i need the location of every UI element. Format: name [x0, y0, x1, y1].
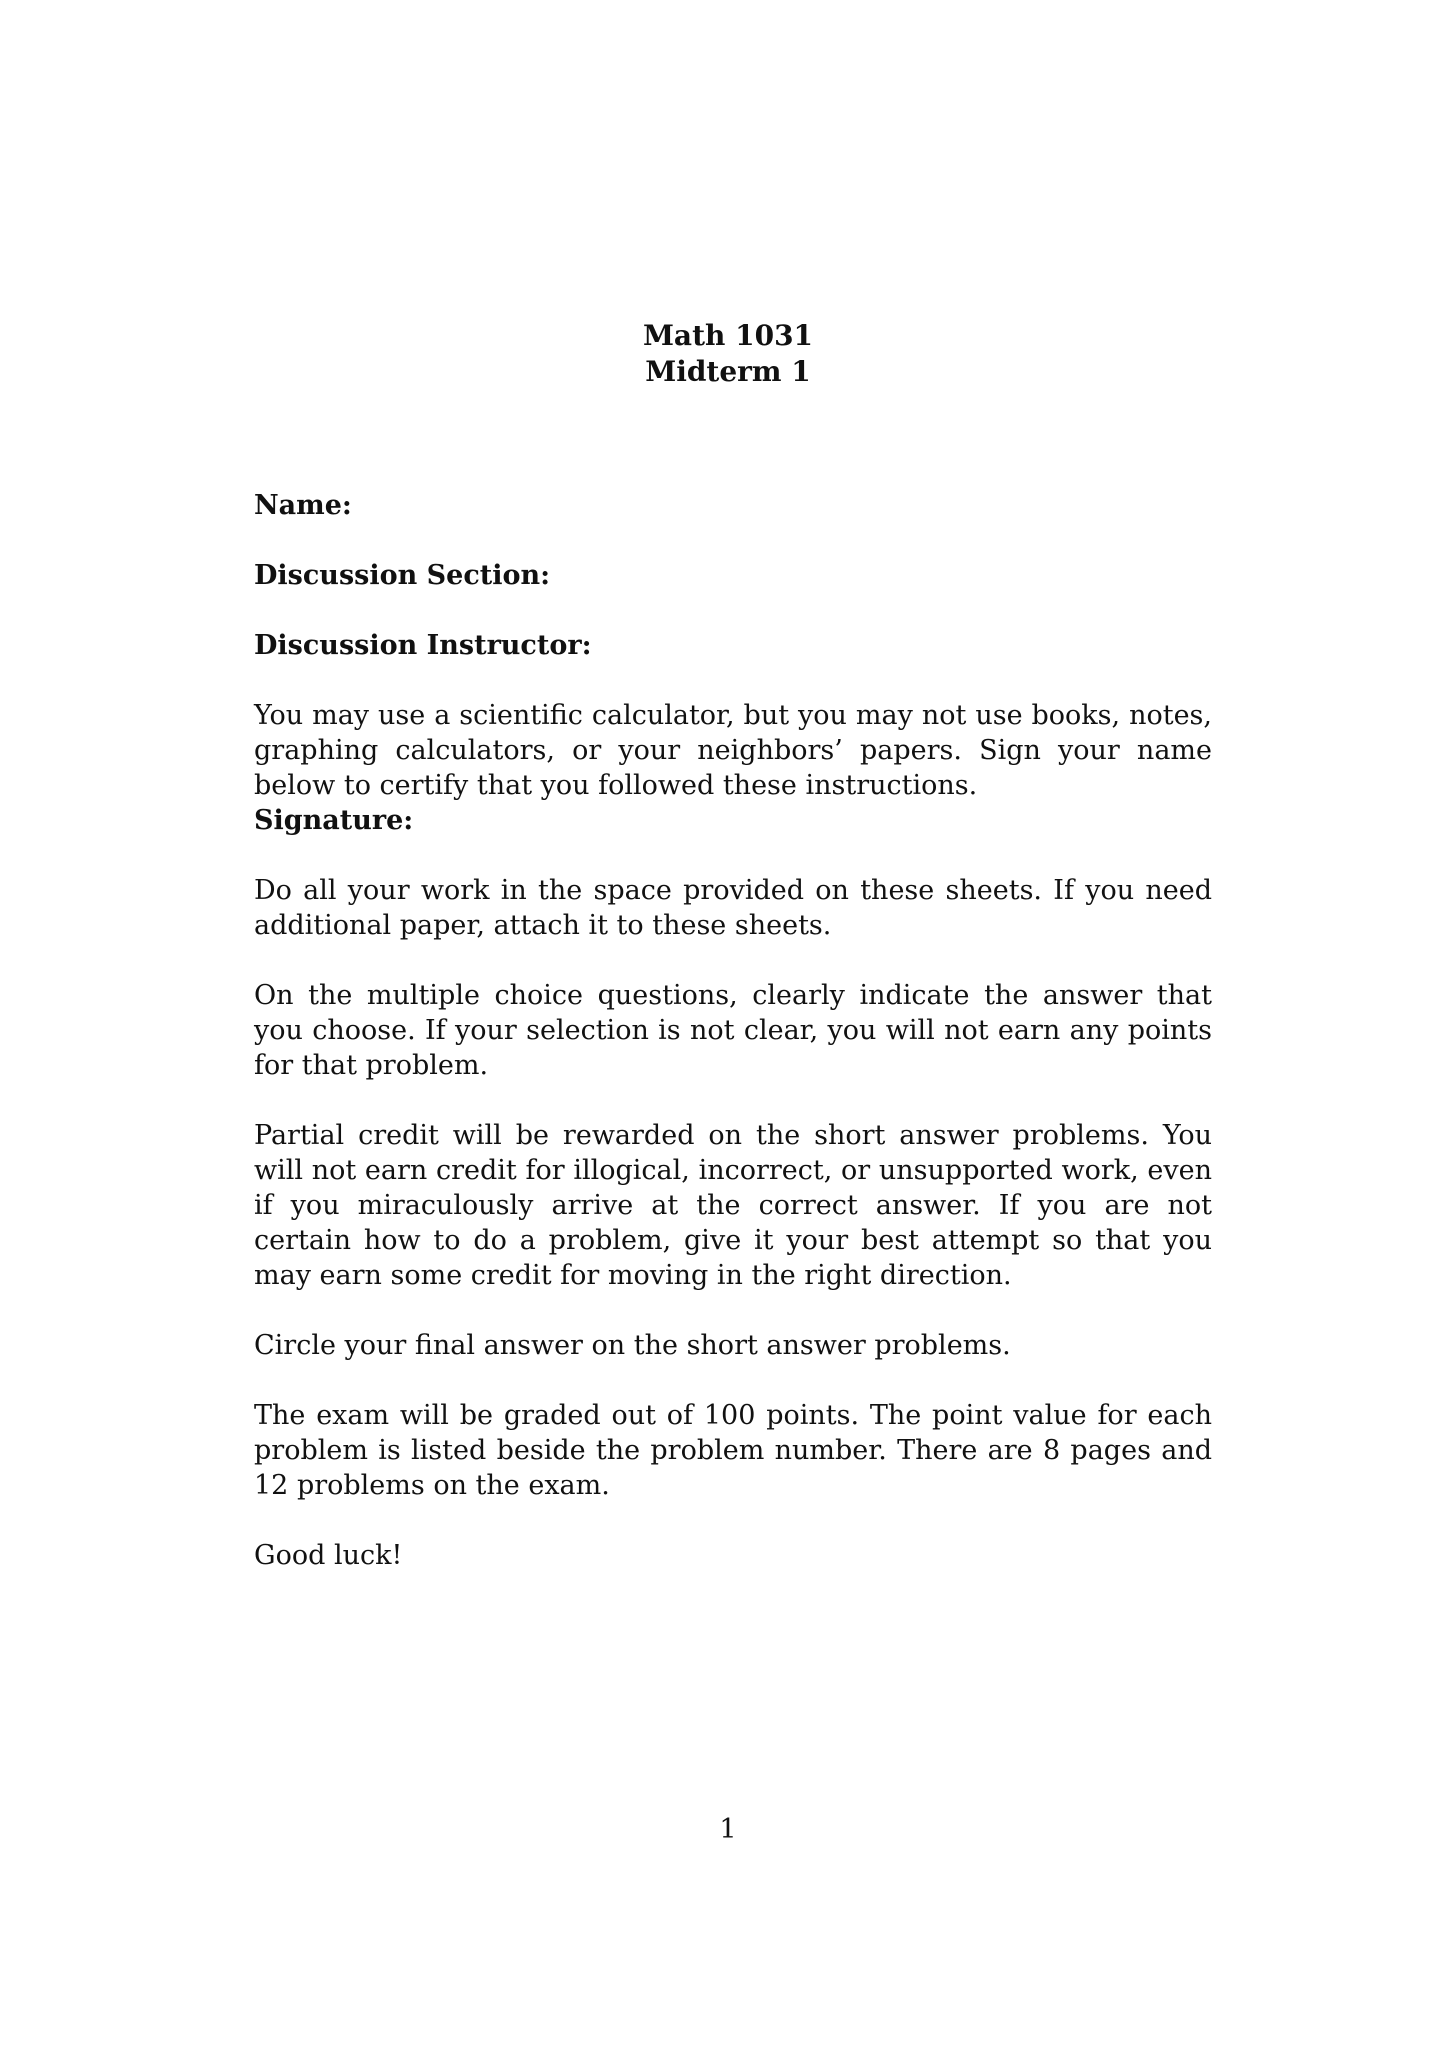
partial-credit-instructions: Partial credit will be rewarded on the short answer problems. You will not earn credit for illogical, incorrect, or unsupported work, even if you miraculously arrive at the correct answer. If you are not certain how to do a problem, give it your best attempt so that you may earn some credit for moving in the right direction. [254, 1120, 1212, 1291]
closing-text: Good luck! [254, 1540, 403, 1571]
calculator-instructions: You may use a scientific calculator, but you may not use books, notes, graphing calculators, or your neighbors’ papers. Sign your name below to certify that you followed these instructions. [254, 700, 1212, 801]
exam-instructions [254, 488, 1212, 1608]
work-space-instructions: Do all your work in the space provided on these sheets. If you need additional paper, attach it to these sheets. [254, 875, 1212, 941]
exam-title: Midterm 1 [645, 355, 811, 388]
discussion-instructor-label: Discussion Instructor: [254, 630, 592, 661]
exam-header [0, 318, 1456, 390]
discussion-section-label: Discussion Section: [254, 560, 551, 591]
multiple-choice-instructions: On the multiple choice questions, clearly indicate the answer that you choose. If your selection is not clear, you will not earn any points for that problem. [254, 980, 1212, 1081]
page-number: 1 [719, 1814, 737, 1845]
grading-instructions: The exam will be graded out of 100 points. The point value for each problem is listed beside the problem number. There are 8 pages and 12 problems on the exam. [254, 1400, 1212, 1501]
signature-label: Signature: [254, 805, 414, 836]
course-title: Math 1031 [642, 319, 814, 352]
name-field-label: Name: [254, 490, 352, 521]
circle-answer-instructions: Circle your final answer on the short answer problems. [254, 1330, 1011, 1361]
